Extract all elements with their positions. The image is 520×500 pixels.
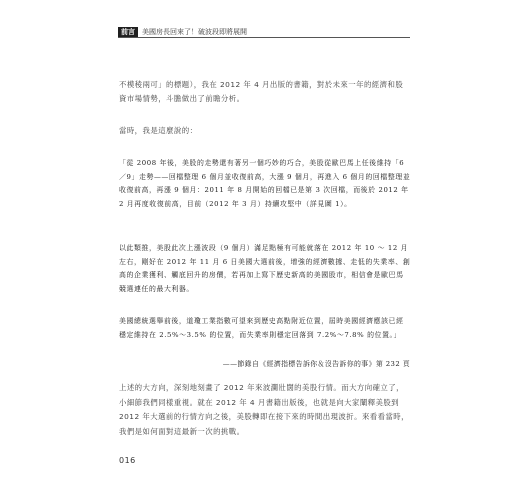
running-header [118, 26, 410, 38]
body-paragraph-top: 不模稜兩可」的標題），我在 2012 年 4 月出版的書籍，對於未來一年的經濟和股資市場情勢，斗膽做出了前瞻分析。 [119, 80, 404, 103]
block-quote-paragraph-3 [119, 315, 411, 342]
quote-text: 「從 2008 年後，美股的走勢還有著另一個巧妙的巧合，美股從歐巴馬上任後維持「6／9」走勢——回檔整理 6 個月並收復前高，大漲 9 個月，再進入 6 個月的回檔整理並收復前高，再漲 9 個月：2011 年 8 月開始的回檔已是第 3 次回檔，而後於 2012 年 2 月再度收復前高，目前（2012 年 3 月）持續攻堅中（詳見圖 1）。 [119, 159, 411, 208]
quote-text: 美國總統選舉前後，道瓊工業指數可望來到歷史高點附近位置，屆時美國經濟應該已經穩定維持在 2.5%～3.5% 的位置，而失業率則穩定回落到 7.2%～7.8% 的位置。」 [119, 317, 404, 339]
running-header-title: 美國房長回來了！破波段即將展開 [142, 27, 247, 36]
page-number: 016 [119, 456, 136, 465]
block-quote-paragraph-2 [119, 242, 411, 296]
block-quote-paragraph-1 [119, 157, 411, 211]
body-paragraph-intro: 當時，我是這麼說的： [119, 126, 198, 135]
quote-text: 以此類推，美股此次上漲波段（9 個月）滿足點極有可能就落在 2012 年 10 ～ 12 月左右，剛好在 2012 年 11 月 6 日美國大選前後，增強的經濟數據、走低的失業率、創高的企業獲利、觸底回升的房價，若再加上寫下歷史新高的美國股市，相信會是歐巴馬競選連任的最大利器。 [119, 244, 411, 293]
body-paragraph-bottom: 上述的大方向，深刻地刻畫了 2012 年來波瀾壯闊的美股行情。而大方向確立了，小細節我們同樣重視。就在 2012 年 4 月書籍出版後，也就是向大家闡釋美股到 2012 年大選前的行情方向之後，美股轉即在接下來的時間出現波折。來看看當時，我們是如何面對這最新一次的挑戰。 [119, 383, 409, 436]
quote-citation: ——節錄自《經濟指標告訴你＆沒告訴你的事》第 232 頁 [222, 360, 410, 368]
section-badge: 前言 [118, 27, 138, 37]
